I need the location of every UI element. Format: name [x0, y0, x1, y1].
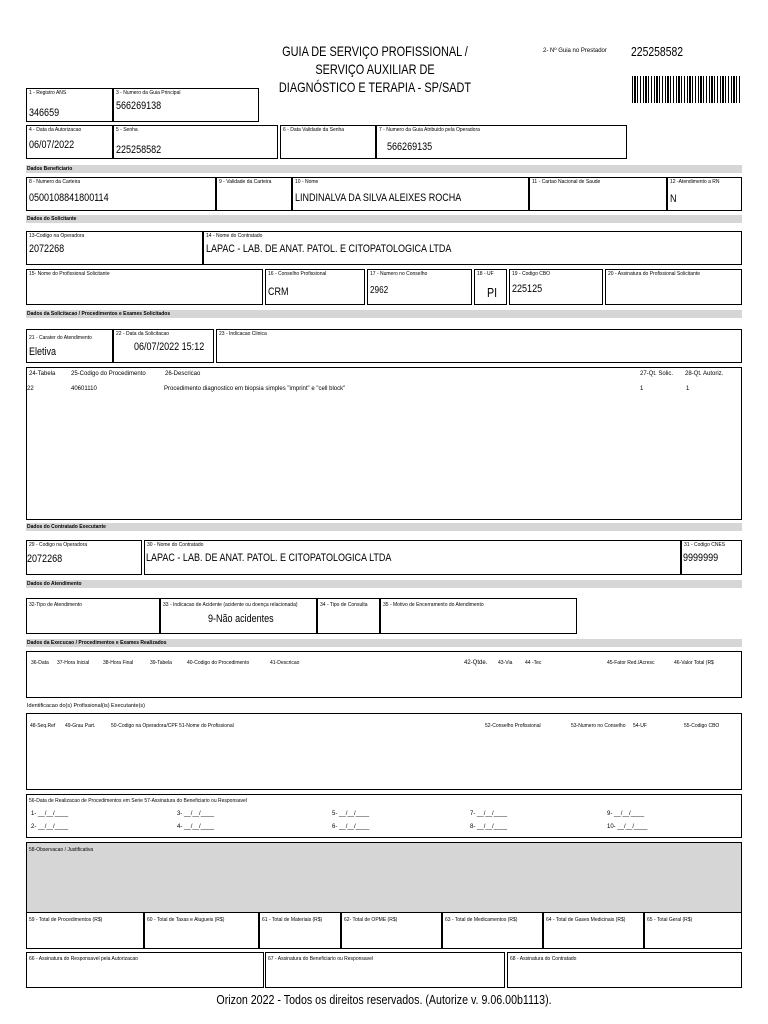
data-autorizacao-field[interactable]: [26, 125, 113, 159]
section-execucao: Dados da Execucao / Procedimentos e Exames Realizados: [26, 639, 742, 647]
guia-operadora-field[interactable]: [376, 125, 627, 159]
datas-serie-box: [26, 794, 742, 838]
uf-field[interactable]: [474, 269, 507, 305]
total-gases-label: 64 - Total de Gases Medicinais (R$): [546, 917, 626, 923]
date-item-8[interactable]: 8- __/__/____: [470, 824, 508, 830]
executante-contratado-value: LAPAC - LAB. DE ANAT. PATOL. E CITOPATOLOGICA LTDA: [146, 552, 392, 564]
ident-header-conselho: 52-Conselho Profissional: [485, 723, 541, 729]
tipo-consulta-label: 34 - Tipo de Consulta: [320, 602, 368, 608]
date-item-7[interactable]: 7- __/__/____: [470, 811, 508, 817]
barcode-image: [632, 76, 742, 103]
cnes-label: 31 - Codigo CNES: [684, 542, 726, 548]
exec-header-qtde: 42-Qtde.: [464, 660, 488, 666]
exec-header-descricao: 41-Descricao: [270, 660, 300, 666]
assinatura-autorizacao-label: 66 - Assinatura do Responsavel pela Autorizacao: [29, 956, 138, 962]
guia-operadora-value: 566269135: [387, 141, 433, 153]
atendimento-rn-label: 12 -Atendimento a RN: [670, 179, 720, 185]
guia-principal-label: 3 - Numero da Guia Principal: [116, 90, 181, 96]
numero-conselho-label: 17 - Numero no Conselho: [370, 271, 428, 277]
cbo-field[interactable]: [509, 269, 603, 305]
total-taxas-label: 60 - Total de Taxas e Alugueis (R$): [147, 917, 225, 923]
solicitante-contratado-label: 14 - Nome do Contratado: [206, 233, 263, 239]
total-opme-label: 62- Total de OPME (R$): [344, 917, 398, 923]
header-descricao: 26-Descricao: [165, 371, 201, 377]
exec-header-tabela: 39-Tabela: [150, 660, 172, 666]
copyright-footer: Orizon 2022 - Todos os direitos reservados. (Autorize v. 9.06.00b1113).: [216, 992, 552, 1007]
total-medicamentos-field[interactable]: [442, 912, 543, 949]
validade-carteira-label: 9 - Validade da Carteira: [219, 179, 272, 185]
row-qt-solic: 1: [640, 386, 644, 392]
total-geral-field[interactable]: [644, 912, 742, 949]
date-item-3[interactable]: 3- __/__/____: [177, 811, 215, 817]
exec-header-tec: 44 -Tec: [525, 660, 542, 666]
profissional-solicitante-label: 15- Nome do Profissional Solicitante: [29, 271, 110, 277]
guia-prestador-label: 2- Nº Guia no Prestador: [543, 48, 607, 54]
data-solicitacao-field[interactable]: [113, 329, 214, 363]
indicacao-acidente-field[interactable]: [160, 598, 317, 634]
tipo-atendimento-field[interactable]: [26, 598, 160, 634]
cbo-value: 225125: [512, 283, 543, 295]
validade-carteira-field[interactable]: [216, 177, 292, 211]
execucao-table: [26, 651, 742, 698]
assinatura-beneficiario-label: 67 - Assinatura do Beneficiario ou Responsavel: [268, 956, 374, 962]
carteira-field[interactable]: [26, 177, 216, 211]
header-tabela: 24-Tabela: [29, 371, 56, 377]
section-solicitacao: Dados da Solicitacao / Procedimentos e Exames Solicitados: [26, 310, 742, 318]
indicacao-acidente-label: 33 - Indicacao de Acidente (acidente ou doença relacionada): [163, 602, 298, 608]
assinatura-contratado-label: 68 - Assinatura do Contratado: [510, 956, 577, 962]
exec-header-data: 36-Data: [31, 660, 49, 666]
assinatura-autorizacao-field[interactable]: [26, 952, 264, 988]
solicitante-contratado-field[interactable]: [203, 231, 742, 265]
section-solicitante: Dados do Solicitante: [26, 215, 742, 223]
section-contratado-executante: Dados do Contratado Executante: [26, 523, 742, 531]
observacao-label: 58-Observacao / Justificativa: [29, 847, 94, 853]
total-gases-field[interactable]: [543, 912, 644, 949]
uf-value: PI: [487, 285, 498, 300]
senha-label: 5 - Senha: [116, 127, 138, 133]
carater-field[interactable]: [26, 329, 113, 363]
executante-codigo-value: 2072268: [27, 553, 63, 565]
conselho-field[interactable]: [265, 269, 365, 305]
row-descricao: Procedimento diagnostico em biopsia simples "imprint" e "cell block": [164, 386, 346, 392]
data-autorizacao-label: 4 - Data da Autorizacao: [29, 127, 82, 133]
datas-serie-label: 56-Data de Realizacao de Procedimentos em Serie 57-Assinatura do Beneficiario ou Responsavel: [29, 798, 247, 804]
tipo-atendimento-label: 32-Tipo de Atendimento: [29, 602, 82, 608]
conselho-label: 16 - Conselho Profissional: [268, 271, 327, 277]
row-qt-autoriz: 1: [686, 386, 690, 392]
form-title: [262, 42, 488, 96]
total-procedimentos-label: 59 - Total de Procedimentos (R$): [29, 917, 103, 923]
solicitante-codigo-value: 2072268: [29, 243, 65, 255]
solicitante-codigo-label: 13-Codigo na Operadora: [29, 233, 85, 239]
total-medicamentos-label: 63 - Total de Medicamentos (R$): [445, 917, 518, 923]
total-materiais-label: 61 - Total de Materiais (R$): [262, 917, 323, 923]
form-title-line1: GUIA DE SERVIÇO PROFISSIONAL / SERVIÇO AUXILIAR DE: [282, 43, 468, 77]
total-procedimentos-field[interactable]: [26, 912, 144, 949]
carater-label: 21 - Carater do Atendimento: [29, 335, 92, 341]
cartao-sus-field[interactable]: [529, 177, 667, 211]
total-taxas-field[interactable]: [144, 912, 259, 949]
ident-header-numero: 53-Numero no Conselho: [571, 723, 626, 729]
indicacao-acidente-value: 9-Não acidentes: [208, 613, 274, 625]
uf-label: 18 - UF: [477, 271, 494, 277]
executante-contratado-field[interactable]: [144, 540, 681, 575]
profissional-solicitante-field[interactable]: [26, 269, 263, 305]
executante-codigo-label: 29 - Codigo na Operadora: [29, 542, 88, 548]
exec-header-fator: 45-Fator Red./Acresc: [607, 660, 655, 666]
header-qt-autoriz: 28-Qt. Autoriz.: [685, 371, 724, 377]
atendimento-rn-value: N: [670, 193, 677, 205]
carater-value: Eletiva: [29, 346, 57, 358]
nome-beneficiario-value: LINDINALVA DA SILVA ALEIXES ROCHA: [295, 192, 462, 204]
total-geral-label: 65 - Total Geral (R$): [647, 917, 693, 923]
motivo-encerramento-field[interactable]: [380, 598, 577, 634]
header-qt-solic: 27-Qt. Solic.: [640, 371, 674, 377]
ident-header-seq: 48-Seq.Ref: [30, 723, 56, 729]
executante-contratado-label: 30 - Nome do Contratado: [147, 542, 204, 548]
numero-conselho-field[interactable]: [367, 269, 472, 305]
date-item-1[interactable]: 1- __/__/____: [31, 811, 69, 817]
exec-header-via: 43-Via: [498, 660, 513, 666]
motivo-encerramento-label: 35 - Motivo de Encerramento do Atendimento: [383, 602, 484, 608]
assinatura-beneficiario-field[interactable]: [265, 952, 505, 988]
date-item-6[interactable]: 6- __/__/____: [332, 824, 370, 830]
carteira-value: 0500108841800114: [29, 192, 109, 204]
cartao-sus-label: 11 - Cartao Nacional de Saude: [532, 179, 601, 185]
validade-senha-label: 6 - Data Validade da Senha: [283, 127, 345, 133]
exec-header-hora-final: 38-Hora Final: [103, 660, 134, 666]
date-item-10[interactable]: 10- __/__/____: [607, 824, 648, 830]
ident-header-nome: 51-Nome do Profissional: [179, 723, 234, 729]
carteira-label: 8 - Numero da Carteira: [29, 179, 81, 185]
registro-ans-value: 346659: [29, 107, 60, 119]
ident-header-uf: 54-UF: [633, 723, 647, 729]
nome-beneficiario-label: 10 - Nome: [295, 179, 319, 185]
row-codigo: 40601110: [71, 386, 97, 392]
data-autorizacao-value: 06/07/2022: [29, 139, 75, 151]
cbo-label: 19 - Codigo CBO: [512, 271, 551, 277]
guia-prestador-value: 225258582: [631, 44, 684, 59]
exec-header-codigo: 40-Codigo do Procedimento: [187, 660, 250, 666]
section-identificacao: Identificacao do(s) Profissional(is) Executante(s): [27, 703, 145, 709]
validade-senha-field[interactable]: [280, 125, 376, 159]
section-atendimento: Dados do Atendimento: [26, 580, 742, 588]
ident-header-grau: 49-Grau Part.: [65, 723, 96, 729]
date-item-2[interactable]: 2- __/__/____: [31, 824, 69, 830]
assinatura-solicitante-field[interactable]: [605, 269, 742, 305]
numero-conselho-value: 2962: [370, 285, 389, 296]
exec-header-valor-total: 46-Valor Total (R$: [674, 660, 714, 666]
registro-ans-field[interactable]: [26, 88, 113, 122]
cnes-field[interactable]: [681, 540, 742, 575]
guia-principal-value: 566269138: [116, 100, 162, 112]
indicacao-clinica-field[interactable]: [216, 329, 742, 363]
guia-operadora-label: 7 - Numero da Guia Atribuido pela Operadora: [379, 127, 480, 133]
header-codigo: 25-Codigo do Procedimento: [71, 371, 146, 377]
senha-field[interactable]: [113, 125, 278, 159]
assinatura-contratado-field[interactable]: [507, 952, 742, 988]
executante-codigo-field[interactable]: [26, 540, 142, 575]
conselho-value: CRM: [268, 286, 289, 298]
identificacao-table: [26, 713, 742, 790]
guia-principal-field[interactable]: [113, 88, 259, 122]
registro-ans-label: 1 - Registro ANS: [29, 90, 67, 96]
solicitante-contratado-value: LAPAC - LAB. DE ANAT. PATOL. E CITOPATOLOGICA LTDA: [206, 243, 452, 255]
form-title-line2: DIAGNÓSTICO E TERAPIA - SP/SADT: [278, 79, 472, 95]
ident-header-cbo: 55-Codigo CBO: [684, 723, 720, 729]
date-item-9[interactable]: 9- __/__/____: [607, 811, 645, 817]
assinatura-solicitante-label: 20 - Assinatura do Profissional Solicitante: [608, 271, 700, 277]
procedimentos-solicitados-table: [26, 367, 742, 520]
ident-header-codigo: 50-Codigo na Operadora/CPF: [111, 723, 178, 729]
senha-value: 225258582: [116, 144, 162, 156]
section-beneficiario: Dados Beneficiario: [26, 165, 742, 173]
indicacao-clinica-label: 23 - Indicacao Clinica: [219, 331, 267, 337]
cnes-value: 9999999: [683, 552, 719, 564]
tipo-consulta-field[interactable]: [317, 598, 380, 634]
row-tabela: 22: [27, 386, 34, 392]
total-materiais-field[interactable]: [259, 912, 341, 949]
solicitante-codigo-field[interactable]: [26, 231, 203, 265]
date-item-5[interactable]: 5- __/__/____: [332, 811, 370, 817]
data-solicitacao-value: 06/07/2022 15:12: [134, 341, 205, 353]
date-item-4[interactable]: 4- __/__/____: [177, 824, 215, 830]
total-opme-field[interactable]: [341, 912, 442, 949]
data-solicitacao-label: 22 - Data da Solicitacao: [116, 331, 170, 337]
exec-header-hora-inicial: 37-Hora Inicial: [57, 660, 90, 666]
nome-beneficiario-field[interactable]: [292, 177, 529, 211]
atendimento-rn-field[interactable]: [667, 177, 742, 211]
